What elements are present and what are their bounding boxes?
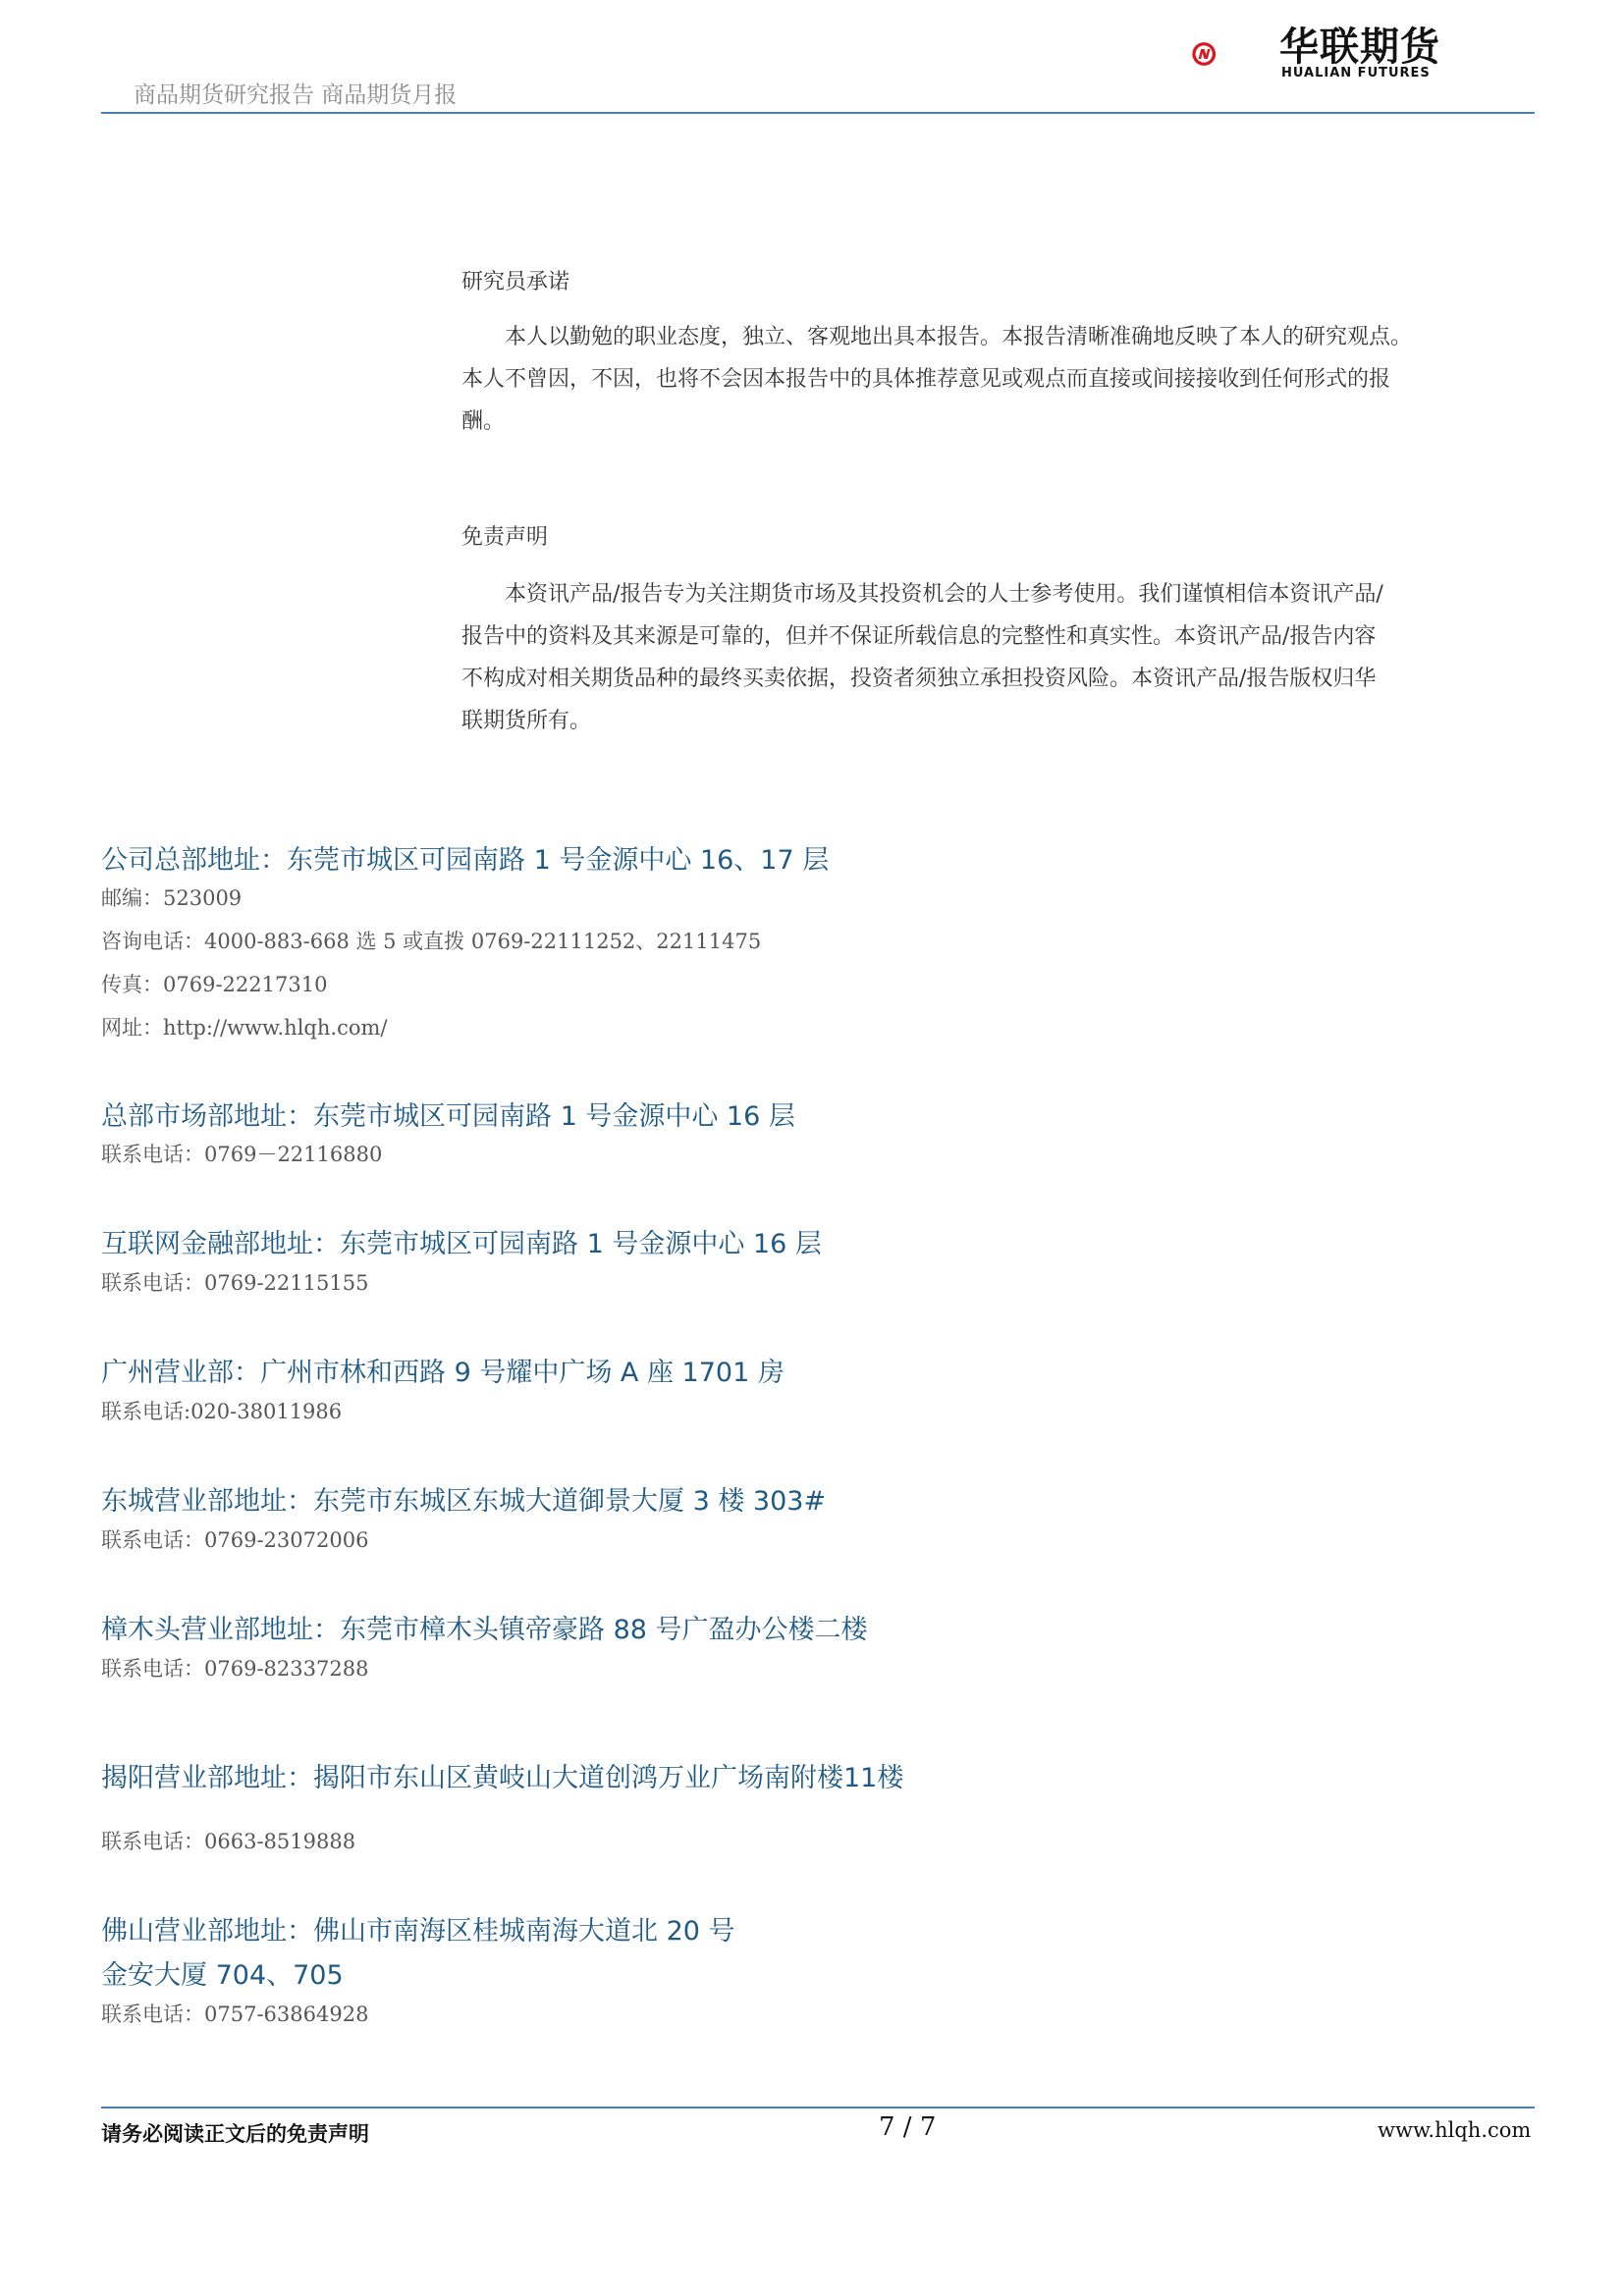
disclaimer-paragraph [461,573,1532,742]
footer-website-link[interactable]: www.hlqh.com [1378,2118,1532,2142]
disclaimer-line: 不构成对相关期货品种的最终买卖依据，投资者须独立承担投资风险。本资讯产品/报告版权归华 [461,667,1377,691]
disclaimer-title: 免责声明 [461,525,549,550]
dongcheng-branch-phone: 联系电话：0769-23072006 [101,1528,369,1552]
dongcheng-branch-heading: 东城营业部地址：东莞市东城区东城大道御景大厦 3 楼 303# [101,1486,827,1517]
header-title: 商品期货研究报告 商品期货月报 [134,82,458,108]
hualian-logo-icon [1190,14,1274,94]
foshan-branch-heading: 佛山营业部地址：佛山市南海区桂城南海大道北 20 号 [101,1916,735,1947]
disclaimer-line: 报告中的资料及其来源是可靠的，但并不保证所载信息的完整性和真实性。本资讯产品/报告内容 [461,624,1377,649]
zhangmutou-branch-heading: 樟木头营业部地址：东莞市樟木头镇帝豪路 88 号广盈办公楼二楼 [101,1615,868,1645]
hq-postcode: 邮编：523009 [101,886,243,910]
commitment-title: 研究员承诺 [461,270,570,294]
foshan-branch-phone: 联系电话：0757-63864928 [101,2002,369,2026]
internet-dept-heading: 互联网金融部地址：东莞市城区可园南路 1 号金源中心 16 层 [101,1229,822,1259]
hq-fax: 传真：0769-22217310 [101,973,328,996]
logo-en-text: HUALIAN FUTURES [1281,66,1431,80]
guangzhou-branch-heading: 广州营业部：广州市林和西路 9 号耀中广场 A 座 1701 房 [101,1358,785,1388]
header-divider [101,112,1535,114]
hq-hotline: 咨询电话：4000-883-668 选 5 或直拨 0769-22111252、22111475 [101,930,762,953]
market-dept-heading: 总部市场部地址：东莞市城区可园南路 1 号金源中心 16 层 [101,1101,795,1132]
foshan-branch-heading-cont: 金安大厦 704、705 [101,1960,344,1991]
market-dept-phone: 联系电话：0769－22116880 [101,1143,383,1166]
jieyang-branch-heading: 揭阳营业部地址：揭阳市东山区黄岐山大道创鸿万业广场南附楼11楼 [101,1763,904,1793]
jieyang-branch-phone: 联系电话：0663-8519888 [101,1830,356,1853]
logo-cn-text: 华联期货 [1279,25,1440,70]
internet-dept-phone: 联系电话：0769-22115155 [101,1271,369,1295]
hq-address-heading: 公司总部地址：东莞市城区可园南路 1 号金源中心 16、17 层 [101,845,830,876]
guangzhou-branch-phone: 联系电话:020-38011986 [101,1400,343,1423]
disclaimer-line: 本资讯产品/报告专为关注期货市场及其投资机会的人士参考使用。我们谨慎相信本资讯产品/ [461,582,1383,607]
disclaimer-line: 联期货所有。 [461,709,592,733]
commitment-line: 本人以勤勉的职业态度，独立、客观地出具本报告。本报告清晰准确地反映了本人的研究观点。 [461,325,1413,349]
zhangmutou-branch-phone: 联系电话：0769-82337288 [101,1657,369,1681]
commitment-line: 本人不曾因，不因，也将不会因本报告中的具体推荐意见或观点而直接或间接接收到任何形式的报 [461,367,1391,392]
hq-website-link[interactable]: 网址：http://www.hlqh.com/ [101,1016,388,1040]
footer-disclaimer-note: 请务必阅读正文后的免责声明 [101,2121,369,2146]
page-number: 7 / 7 [879,2112,937,2142]
commitment-line: 酬。 [461,409,506,434]
commitment-paragraph [461,316,1532,443]
footer-divider [101,2107,1535,2109]
